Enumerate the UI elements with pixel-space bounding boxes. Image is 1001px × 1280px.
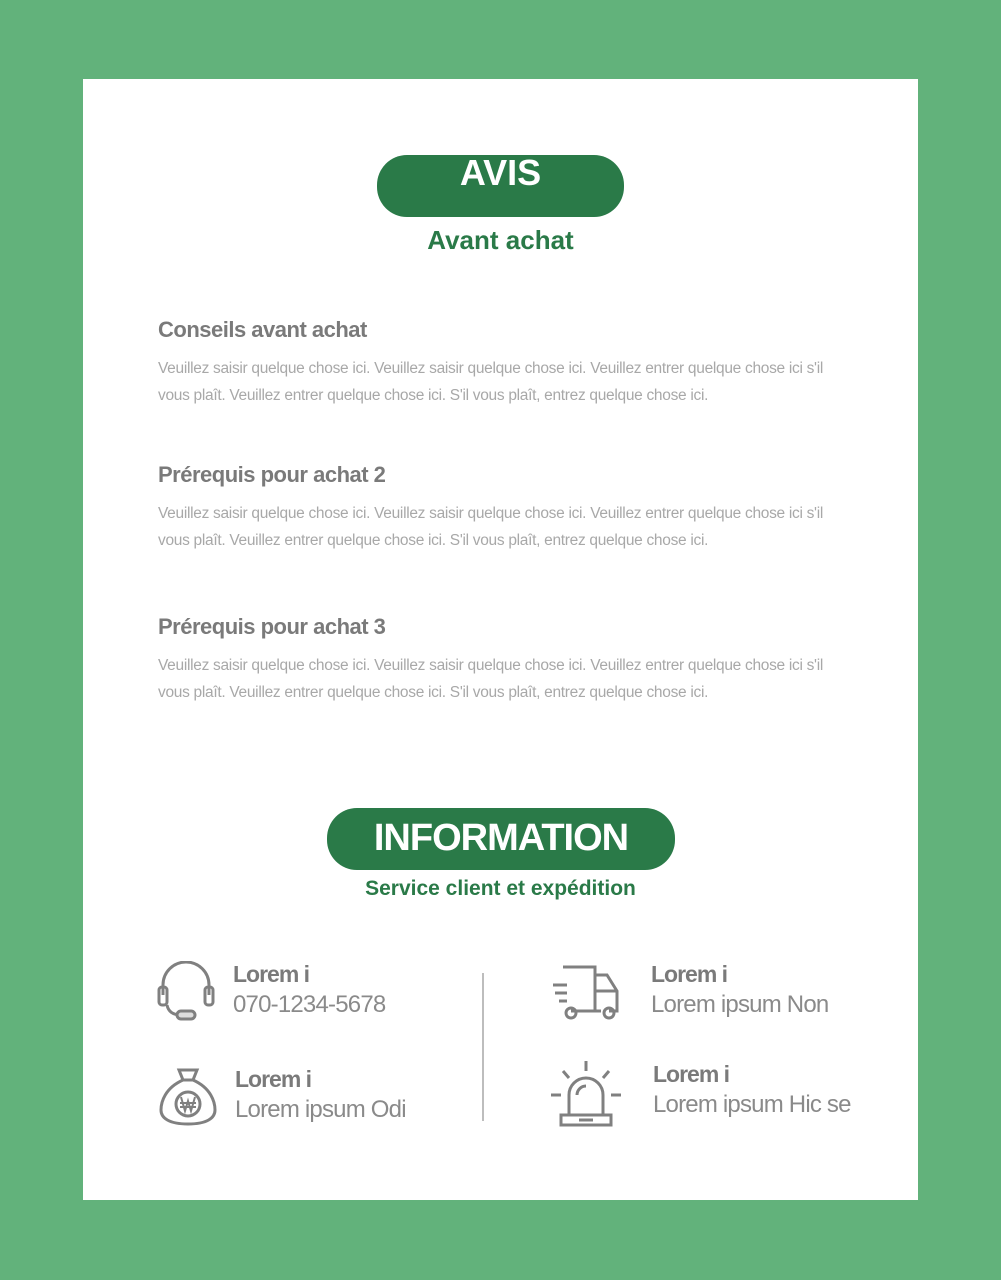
section-text: Veuillez saisir quelque chose ici. Veuillez saisir quelque chose ici. Veuillez entrer quelque chose ici s'il vous plaît. Veuillez entrer quelque chose ici. S'il vous plaît, entrez quelque chose ici. [158,657,824,701]
avis-subtitle: Avant achat [427,225,574,255]
section-1 [158,317,858,409]
headset-icon [155,961,217,1023]
info-title: Lorem i [651,961,728,987]
info-title: Lorem i [653,1061,730,1087]
info-title: Lorem i [233,961,310,987]
avis-badge: AVIS [377,155,624,217]
section-3 [158,614,858,706]
siren-icon [549,1061,623,1129]
money-bag-icon [157,1066,219,1128]
divider [482,973,484,1121]
info-title: Lorem i [235,1066,312,1092]
info-item-shipping [551,961,828,1023]
section-title: Prérequis pour achat 2 [158,462,386,487]
information-subtitle: Service client et expédition [365,877,636,900]
info-item-alert [549,1061,851,1129]
truck-icon [551,961,629,1023]
info-value: Lorem ipsum Odi [235,1096,406,1123]
info-item-payment [157,1066,406,1128]
info-item-phone [155,961,385,1023]
information-badge: INFORMATION [327,808,675,870]
section-title: Prérequis pour achat 3 [158,614,386,639]
section-2 [158,462,858,554]
info-value: Lorem ipsum Non [651,991,829,1018]
info-value: Lorem ipsum Hic se [653,1091,851,1118]
section-text: Veuillez saisir quelque chose ici. Veuillez saisir quelque chose ici. Veuillez entrer quelque chose ici s'il vous plaît. Veuillez entrer quelque chose ici. S'il vous plaît, entrez quelque chose ici. [158,505,824,549]
section-title: Conseils avant achat [158,317,367,342]
info-value: 070-1234-5678 [233,991,386,1018]
page-card [83,79,918,1200]
section-text: Veuillez saisir quelque chose ici. Veuillez saisir quelque chose ici. Veuillez entrer quelque chose ici s'il vous plaît. Veuillez entrer quelque chose ici. S'il vous plaît, entrez quelque chose ici. [158,360,824,404]
